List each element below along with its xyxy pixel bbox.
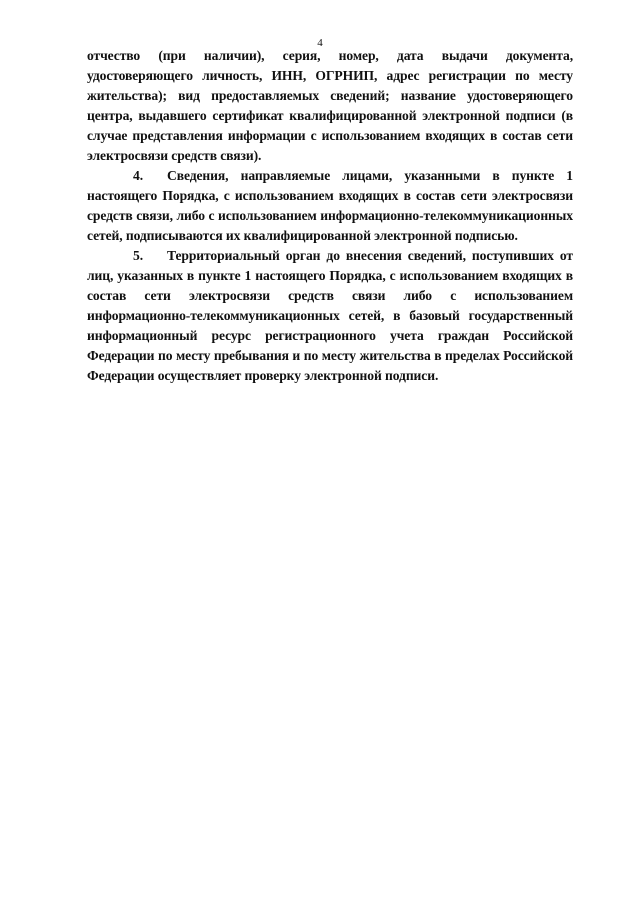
paragraph-number: 4. xyxy=(133,168,143,183)
page-number: 4 xyxy=(317,37,323,49)
paragraph-item-5 xyxy=(87,246,573,386)
paragraph-number: 5. xyxy=(133,248,143,263)
document-body xyxy=(87,46,573,386)
paragraph-text: отчество (при наличии), серия, номер, дата выдачи документа, удостоверяющего личность, ИНН, ОГРНИП, адрес регистрации по месту жительства); вид предоставляемых сведений; название удостоверяющего центра, выдавшего сертификат квалифицированной электронной подписи (в случае представления информации с использованием входящих в состав сети электросвязи средств связи). xyxy=(87,48,573,163)
paragraph-text: Сведения, направляемые лицами, указанными в пункте 1 настоящего Порядка, с использованием входящих в состав сети электросвязи средств связи, либо с использованием информационно-телекоммуникационных сетей, подписываются их квалифицированной электронной подписью. xyxy=(87,168,573,243)
paragraph-continuation xyxy=(87,46,573,166)
paragraph-text: Территориальный орган до внесения сведений, поступивших от лиц, указанных в пункте 1 настоящего Порядка, с использованием входящих в состав сети электросвязи средств связи либо с использованием информационно-телекоммуникационных сетей, в базовый государственный информационный ресурс регистрационного учета граждан Российской Федерации по месту пребывания и по месту жительства в пределах Российской Федерации осуществляет проверку электронной подписи. xyxy=(87,248,573,383)
paragraph-item-4 xyxy=(87,166,573,246)
